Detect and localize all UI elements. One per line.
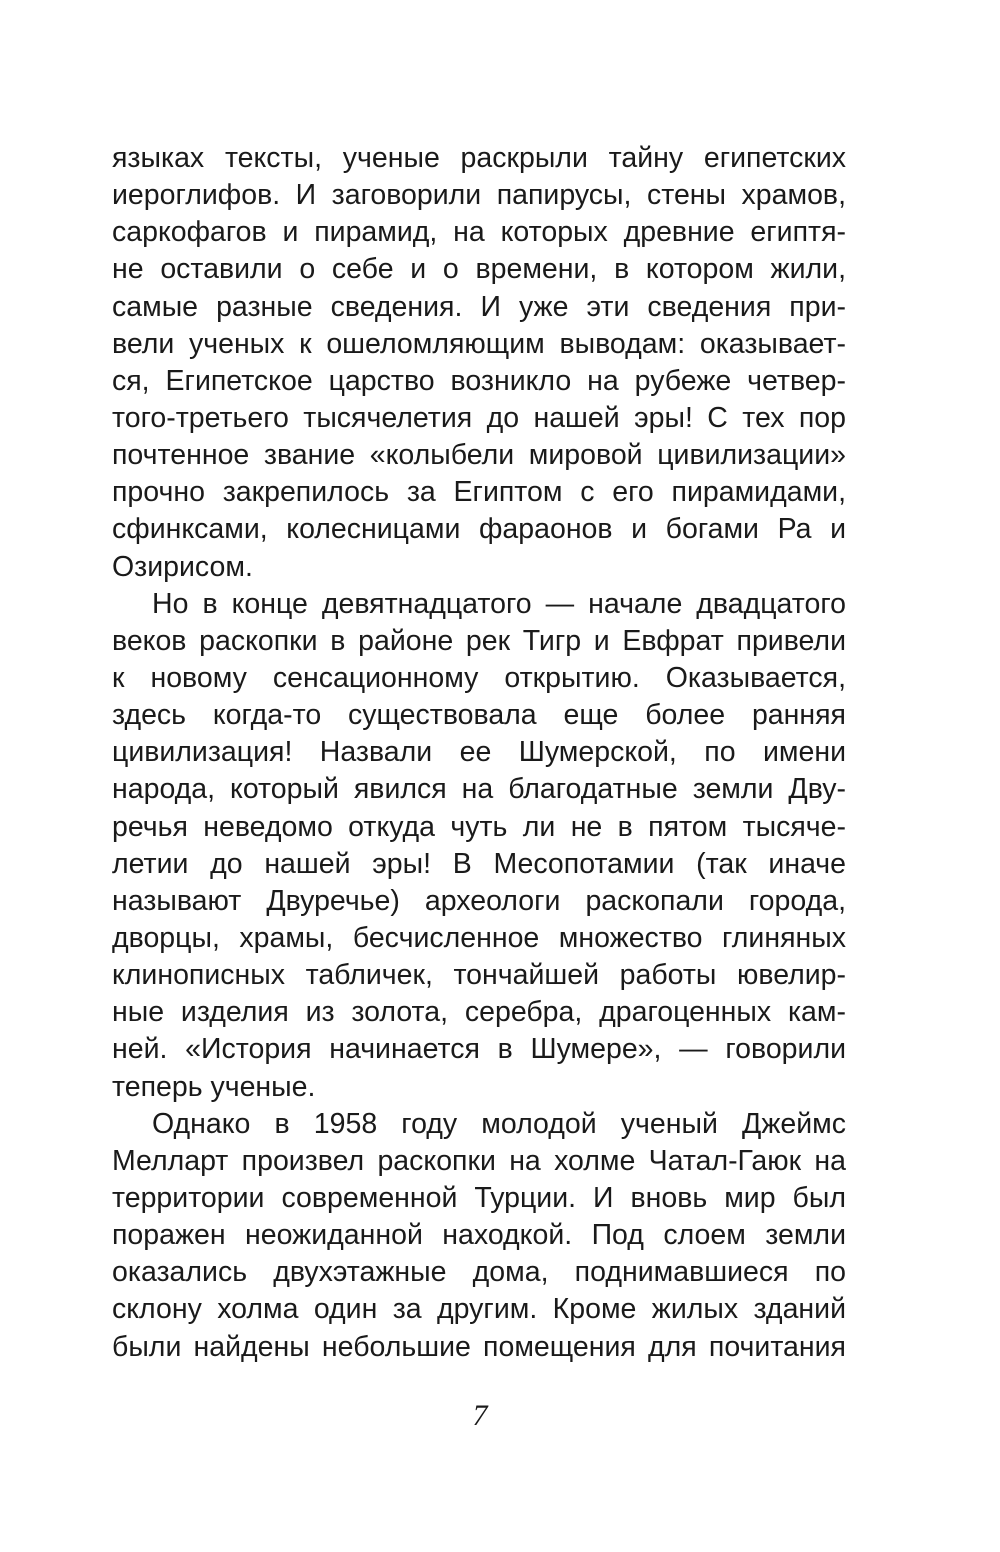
- text-line: цивилизация! Назвали ее Шумерской, по имени: [112, 736, 846, 769]
- text-line: самые разные сведения. И уже эти сведения при-: [112, 290, 846, 323]
- text-line: ней. «История начинается в Шумере», — говорили: [112, 1033, 846, 1066]
- text-line: иероглифов. И заговорили папирусы, стены храмов,: [112, 179, 846, 212]
- text-line: летии до нашей эры! В Месопотамии (так иначе: [112, 847, 846, 880]
- paragraph: [112, 586, 846, 1106]
- paragraph: [112, 1106, 846, 1366]
- text-line: прочно закрепилось за Египтом с его пирамидами,: [112, 476, 846, 509]
- text-line: оказались двухэтажные дома, поднимавшиеся по: [112, 1256, 846, 1289]
- page-number: 7: [472, 1399, 488, 1432]
- text-line: почтенное звание «колыбели мировой цивилизации»: [112, 439, 846, 472]
- page-text: [112, 140, 846, 1366]
- text-line: к новому сенсационному открытию. Оказывается,: [112, 661, 846, 694]
- text-line: не оставили о себе и о времени, в котором жили,: [112, 253, 846, 286]
- text-line: веков раскопки в районе рек Тигр и Евфрат привели: [112, 624, 846, 657]
- text-line: Но в конце девятнадцатого — начале двадцатого: [152, 587, 846, 620]
- text-line: языках тексты, ученые раскрыли тайну египетских: [112, 142, 846, 174]
- text-line: сфинксами, колесницами фараонов и богами Ра и: [112, 513, 846, 546]
- text-line: народа, который явился на благодатные земли Дву-: [112, 773, 846, 806]
- text-line: Озирисом.: [112, 550, 253, 583]
- text-line: называют Двуречье) археологи раскопали города,: [112, 884, 846, 917]
- text-line: здесь когда-то существовала еще более ранняя: [112, 699, 846, 732]
- paragraph: [112, 140, 846, 586]
- text-line: речья неведомо откуда чуть ли не в пятом тысяче-: [112, 810, 846, 843]
- text-line: дворцы, храмы, бесчисленное множество глиняных: [112, 921, 846, 954]
- text-line: вели ученых к ошеломляющим выводам: оказывает-: [112, 327, 846, 360]
- text-line: территории современной Турции. И вновь мир был: [112, 1181, 846, 1214]
- text-line: клинописных табличек, тончайшей работы ювелир-: [112, 959, 846, 992]
- text-line: поражен неожиданной находкой. Под слоем земли: [112, 1219, 846, 1252]
- text-line: саркофагов и пирамид, на которых древние египтя-: [112, 216, 846, 249]
- text-line: Однако в 1958 году молодой ученый Джеймс: [152, 1107, 846, 1140]
- text-line: ся, Египетское царство возникло на рубеже четвер-: [112, 364, 846, 397]
- text-line: того-третьего тысячелетия до нашей эры! С тех пор: [112, 401, 846, 434]
- text-line: Меллaрт произвел раскопки на холме Чатал-Гаюк на: [112, 1144, 846, 1177]
- text-line: были найдены небольшие помещения для почитания: [112, 1330, 846, 1363]
- text-line: теперь ученые.: [112, 1070, 316, 1103]
- text-line: склону холма один за другим. Кроме жилых зданий: [112, 1293, 846, 1326]
- text-line: ные изделия из золота, серебра, драгоценных кам-: [112, 996, 846, 1029]
